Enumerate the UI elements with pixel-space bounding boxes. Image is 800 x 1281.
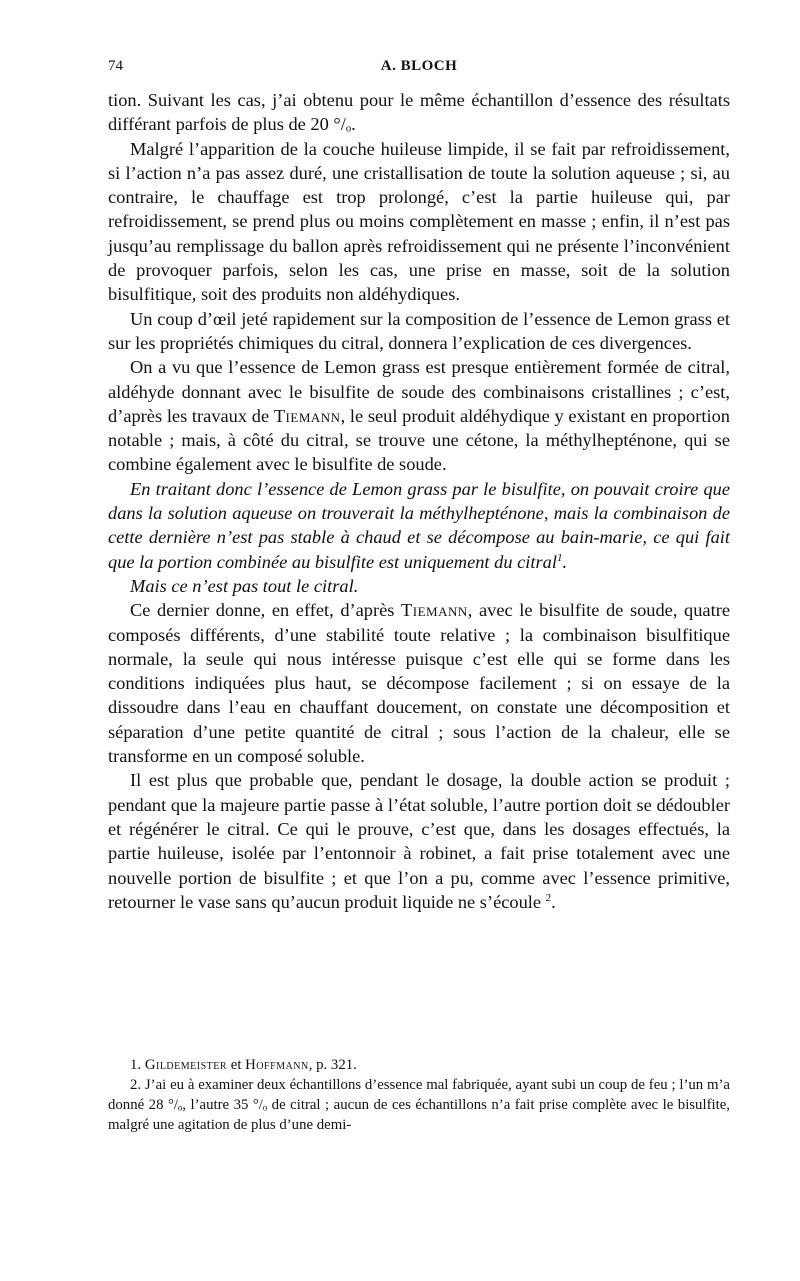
footnote-2 [108, 1075, 730, 1135]
footnote-ref-2: 2 [545, 891, 552, 904]
footnote-2-number: 2. [130, 1077, 142, 1093]
footnote-1-author-a: Gildemeister [144, 1057, 228, 1073]
paragraph-8 [108, 768, 730, 914]
paragraph-7 [108, 598, 730, 768]
page-header [108, 58, 730, 80]
paragraph-2: Malgré l’apparition de la couche huileuse limpide, il se fait par refroidissement, si l’action n’a pas assez duré, une cristallisation de toute la solution aqueuse ; si, au contraire, le chauffage est trop prolongé, c’est la partie huileuse qui, par refroidissement, se prend plus ou moins complètement en masse ; enfin, il n’est pas jusqu’au remplissage du ballon après refroidissement qui ne présente l’inconvénient de provoquer parfois, selon les cas, une prise en masse, soit de la solution bisulfitique, soit des produits non aldéhydiques. [108, 138, 730, 305]
footnote-1-number: 1. [130, 1057, 142, 1073]
paragraph-8-end: . [551, 891, 556, 912]
paragraph-5 [108, 477, 730, 574]
footnote-ref-1: 1 [556, 551, 563, 564]
paragraph-4 [108, 355, 730, 476]
footnote-1 [108, 1055, 730, 1075]
author-name-tiemann-2: Tiemann [401, 600, 468, 621]
paragraph-5-end: . [562, 551, 568, 572]
body-text [108, 88, 730, 914]
page-number: 74 [108, 58, 123, 74]
paragraph-4-text-a: On a vu que l’essence de Lemon grass est presque entièrement formée de citral, aldéhyde donnant avec le bisulfite de soude des combinaisons cristallines ; c’est, d’après les travaux de [108, 357, 730, 426]
running-title: A. BLOCH [380, 58, 458, 74]
footnote-1-author-b: Hoffmann [245, 1057, 309, 1073]
paragraph-1: tion. Suivant les cas, j’ai obtenu pour le même échantillon d’essence des résultats différant parfois de plus de 20 °/ₒ. [108, 90, 730, 135]
footnote-1-end: , p. 321. [308, 1057, 357, 1073]
author-name-tiemann: Tiemann [273, 405, 341, 426]
footnote-2-text: J’ai eu à examiner deux échantillons d’essence mal fabriquée, ayant subi un coup de feu ; l’un m’a donné 28 °/ₒ, l’autre 35 °/ₒ de citral ; aucun de ces échantillons n’a fait prise complète avec le bisulfite, malgré une agitation de plus d’une demi- [108, 1077, 730, 1133]
footnotes [108, 1055, 730, 1135]
paragraph-6: Mais ce n’est pas tout le citral. [130, 575, 359, 596]
paragraph-7-text-b: , avec le bisulfite de soude, quatre composés différents, d’une stabilité toute relative ; la combinaison bisulfitique normale, la seule qui nous intéresse puisque c’est elle qui se forme dans les conditions indiquées plus haut, se décompose facilement ; si on essaye de la dissoudre dans l’eau en chauffant doucement, on constate une décomposition et séparation d’une petite quantité de citral ; sous l’action de la chaleur, elle se transforme en un composé soluble. [108, 600, 730, 767]
paragraph-5-text: En traitant donc l’essence de Lemon grass par le bisulfite, on pouvait croire que dans la solution aqueuse on trouverait la méthylhepténone, mais la combinaison de cette dernière n’est pas stable à chaud et se décompose au bain-marie, ce qui fait que la portion combinée au bisulfite est uniquement du citral [108, 478, 730, 572]
paragraph-8-text: Il est plus que probable que, pendant le dosage, la double action se produit ; pendant que la majeure partie passe à l’état soluble, l’autre portion doit se dédoubler et régénérer le citral. Ce qui le prouve, c’est que, dans les dosages effectués, la partie huileuse, isolée par l’entonnoir à robinet, a fait prise totalement avec une nouvelle portion de bisulfite ; et que l’on a pu, comme avec l’essence primitive, retourner le vase sans qu’aucun produit liquide ne s’écoule [108, 770, 730, 912]
paragraph-4-text-b: , le seul produit aldéhydique y existant en proportion notable ; mais, à côté du citral, se trouve une cétone, la méthylhepténone, qui se combine également avec le bisulfite de soude. [108, 405, 730, 475]
footnote-1-mid: et [227, 1057, 246, 1073]
paragraph-3: Un coup d’œil jeté rapidement sur la composition de l’essence de Lemon grass et sur les propriétés chimiques du citral, donnera l’explication de ces divergences. [108, 308, 730, 353]
paragraph-7-text-a: Ce dernier donne, en effet, d’après [130, 600, 402, 621]
